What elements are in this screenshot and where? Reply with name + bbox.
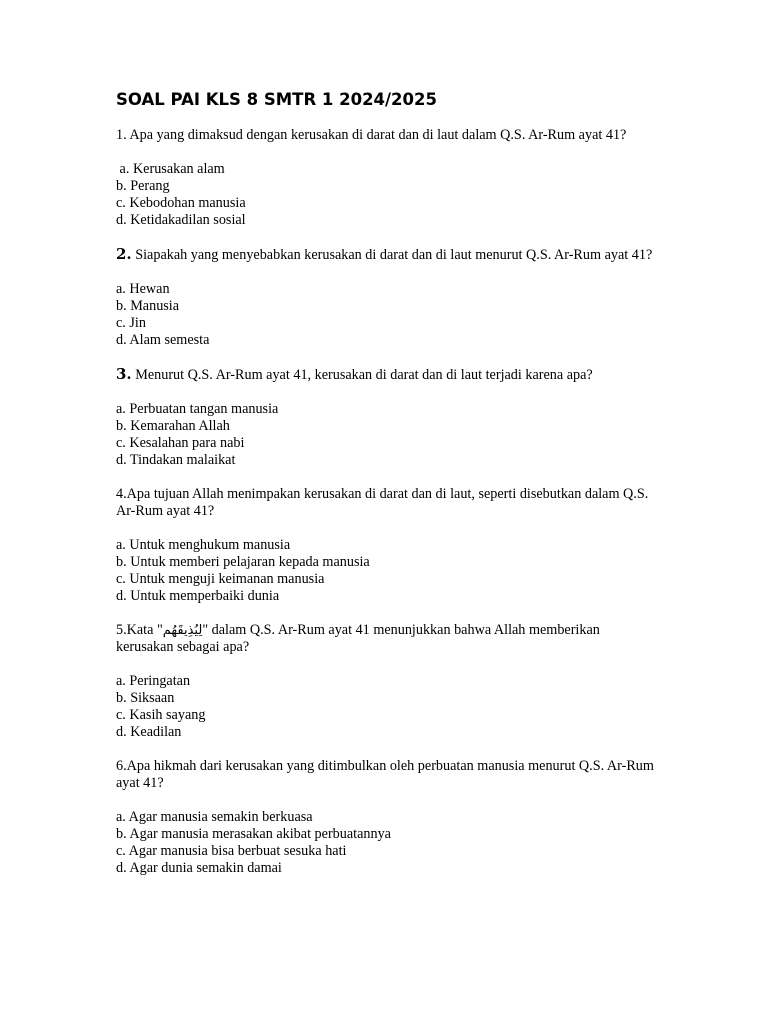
question-5: [116, 622, 656, 741]
question-body-start: 5.Kata ": [116, 622, 163, 638]
option-c: c. Kesalahan para nabi: [116, 435, 245, 451]
question-body: Siapakah yang menyebabkan kerusakan di darat dan di laut menurut Q.S. Ar-Rum ayat 41?: [131, 247, 653, 263]
option-a: a. Hewan: [116, 281, 170, 297]
option-d: d. Ketidakadilan sosial: [116, 212, 246, 228]
question-text: [116, 366, 656, 384]
option-a: a. Untuk menghukum manusia: [116, 537, 291, 553]
options-list: [116, 161, 656, 229]
question-6: [116, 758, 656, 877]
question-1: [116, 127, 656, 229]
document-page: [116, 88, 656, 894]
option-c: c. Kasih sayang: [116, 707, 206, 723]
question-text: [116, 246, 656, 264]
question-text: [116, 622, 656, 656]
option-b: b. Perang: [116, 178, 170, 194]
option-d: d. Tindakan malaikat: [116, 452, 236, 468]
options-list: [116, 401, 656, 469]
option-c: c. Kebodohan manusia: [116, 195, 246, 211]
option-c: c. Jin: [116, 315, 146, 331]
option-d: d. Keadilan: [116, 724, 182, 740]
document-title: SOAL PAI KLS 8 SMTR 1 2024/2025: [116, 90, 437, 109]
option-a: a. Peringatan: [116, 673, 191, 689]
option-c: c. Untuk menguji keimanan manusia: [116, 571, 325, 587]
option-d: d. Agar dunia semakin damai: [116, 860, 282, 876]
option-b: b. Manusia: [116, 298, 180, 314]
option-b: b. Agar manusia merasakan akibat perbuatannya: [116, 826, 391, 842]
question-number: 3.: [116, 365, 132, 383]
option-d: d. Untuk memperbaiki dunia: [116, 588, 280, 604]
option-d: d. Alam semesta: [116, 332, 210, 348]
question-number: 2.: [116, 245, 132, 263]
question-4: [116, 486, 656, 605]
options-list: [116, 673, 656, 741]
option-a: a. Agar manusia semakin berkuasa: [116, 809, 313, 825]
arabic-word: لِيُذِيقَهُم: [162, 623, 203, 638]
question-2: [116, 246, 656, 349]
question-body: Menurut Q.S. Ar-Rum ayat 41, kerusakan di darat dan di laut terjadi karena apa?: [131, 367, 593, 383]
options-list: [116, 537, 656, 605]
option-b: b. Siksaan: [116, 690, 175, 706]
question-text: 4.Apa tujuan Allah menimpakan kerusakan di darat dan di laut, seperti disebutkan dalam Q.S. Ar-Rum ayat 41?: [116, 486, 649, 519]
option-c: c. Agar manusia bisa berbuat sesuka hati: [116, 843, 347, 859]
option-b: b. Untuk memberi pelajaran kepada manusia: [116, 554, 370, 570]
option-b: b. Kemarahan Allah: [116, 418, 230, 434]
option-a: a. Kerusakan alam: [116, 161, 225, 177]
question-text: 6.Apa hikmah dari kerusakan yang ditimbulkan oleh perbuatan manusia menurut Q.S. Ar-Rum ayat 41?: [116, 758, 654, 791]
question-text: 1. Apa yang dimaksud dengan kerusakan di darat dan di laut dalam Q.S. Ar-Rum ayat 41?: [116, 127, 627, 143]
question-3: [116, 366, 656, 469]
options-list: [116, 281, 656, 349]
question-body-end: " dalam Q.S. Ar-Rum ayat 41 menunjukkan bahwa Allah memberikan kerusakan sebagai apa?: [116, 622, 600, 655]
options-list: [116, 809, 656, 877]
option-a: a. Perbuatan tangan manusia: [116, 401, 279, 417]
